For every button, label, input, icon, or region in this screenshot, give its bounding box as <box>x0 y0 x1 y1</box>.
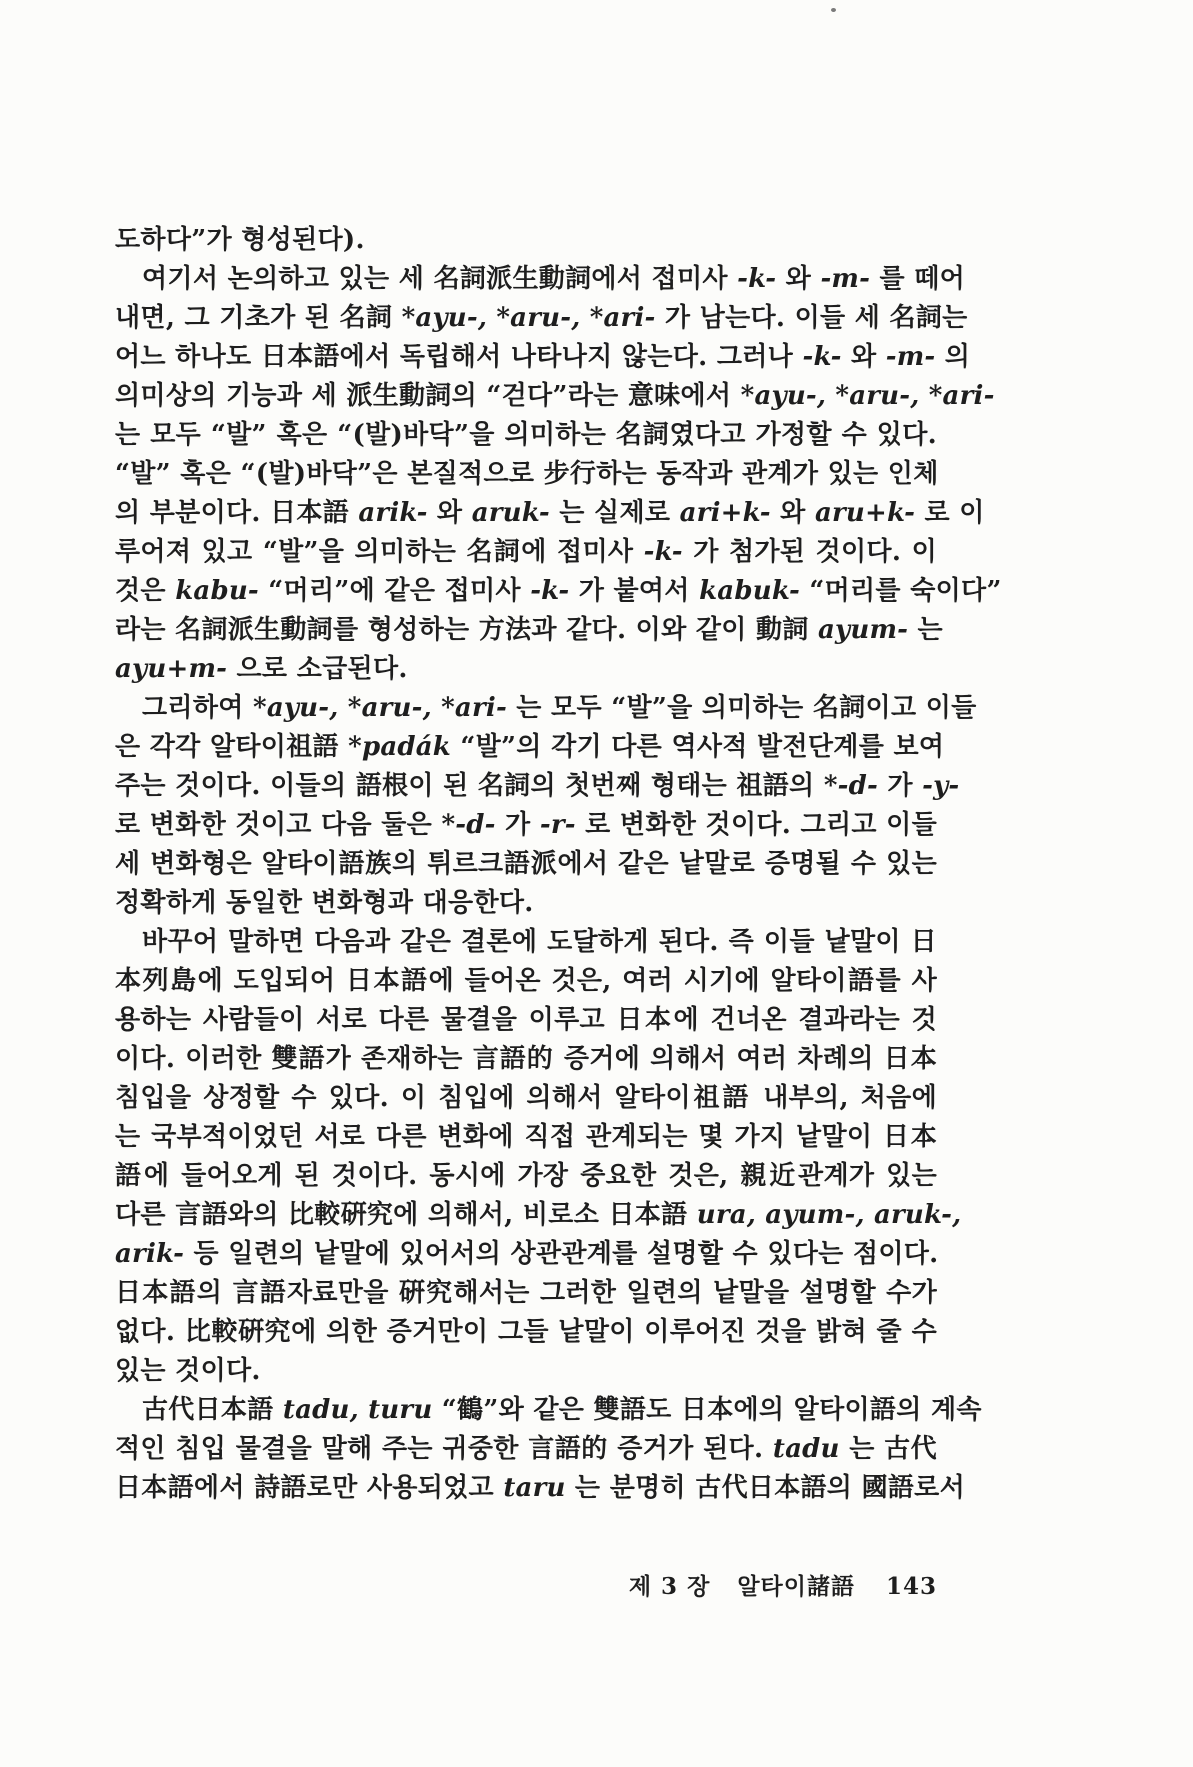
text-run: 정확하게 동일한 변화형과 대응한다. <box>115 888 534 918</box>
latin-term: arik- <box>358 498 428 528</box>
scan-artifact <box>831 8 836 12</box>
text-line <box>115 572 1002 611</box>
latin-term: aru+k- <box>814 498 916 528</box>
latin-term: -k- <box>737 264 777 294</box>
text-run: 그리하여 <box>142 693 254 723</box>
text-run: 가 <box>877 771 923 801</box>
latin-term: kabuk- <box>699 576 800 606</box>
text-line <box>115 221 937 260</box>
text-run: 와 <box>770 498 815 528</box>
text-line <box>115 962 937 1001</box>
text-line <box>115 923 937 962</box>
latin-term: ayu+m- <box>115 654 228 684</box>
text-run: 침입을 상정할 수 있다. 이 침입에 의해서 알타이祖語 내부의, 처음에 <box>115 1083 937 1113</box>
text-line <box>115 533 937 572</box>
text-run: 는 국부적이었던 서로 다른 변화에 직접 관계되는 몇 가지 낱말이 日本 <box>115 1122 937 1152</box>
text-run: 없다. 比較硏究에 의한 증거만이 그들 낱말이 이루어진 것을 밝혀 줄 수 <box>115 1317 937 1347</box>
text-line <box>115 1313 937 1352</box>
text-line <box>115 455 937 494</box>
text-run: 로 변화한 것이다. 그리고 이들 <box>575 810 938 840</box>
text-line <box>115 1001 937 1040</box>
latin-term: *ayu-, *aru-, *ari- <box>401 303 656 333</box>
latin-term: -y- <box>922 771 960 801</box>
text-run: 주는 것이다. 이들의 語根이 된 名詞의 첫번째 형태는 祖語의 <box>115 771 824 801</box>
text-line <box>115 494 985 533</box>
text-block <box>115 221 1002 1508</box>
latin-term: taru <box>503 1473 566 1503</box>
text-run: 로 변화한 것이고 다음 둘은 <box>115 810 442 840</box>
text-run: 와 <box>427 498 472 528</box>
text-line <box>115 1235 937 1274</box>
text-run: 으로 소급된다. <box>227 654 408 684</box>
text-run: 루어져 있고 “발”을 의미하는 名詞에 접미사 <box>115 537 644 567</box>
text-run: 라는 名詞派生動詞를 형성하는 方法과 같다. 이와 같이 動詞 <box>115 615 818 645</box>
text-run: 것은 <box>115 576 176 606</box>
text-run: 語에 들어오게 된 것이다. 동시에 가장 중요한 것은, 親近관계가 있는 <box>115 1161 937 1191</box>
text-run: 는 분명히 古代日本語의 國語로서 <box>565 1473 965 1503</box>
latin-term: *-d- <box>441 810 496 840</box>
text-run: 가 첨가된 것이다. 이 <box>682 537 937 567</box>
text-run: 의미상의 기능과 세 派生動詞의 “걷다”라는 意味에서 <box>115 381 741 411</box>
text-run: 등 일련의 낱말에 있어서의 상관관계를 설명할 수 있다는 점이다. <box>184 1239 939 1269</box>
page-number: 143 <box>885 1573 937 1600</box>
text-line <box>115 884 937 923</box>
text-line <box>115 299 968 338</box>
text-line <box>115 1430 937 1469</box>
text-line <box>115 1196 962 1235</box>
text-run: “머리”에 같은 접미사 <box>258 576 531 606</box>
text-run: 日本語에서 詩語로만 사용되었고 <box>115 1473 504 1503</box>
text-run: 는 실제로 <box>549 498 680 528</box>
text-line <box>115 338 971 377</box>
latin-term: aruk- <box>471 498 550 528</box>
text-run: 바꾸어 말하면 다음과 같은 결론에 도달하게 된다. 즉 이들 낱말이 日 <box>142 927 937 957</box>
text-run: 가 <box>495 810 540 840</box>
text-run: 本列島에 도입되어 日本語에 들어온 것은, 여러 시기에 알타이語를 사 <box>115 966 937 996</box>
text-line <box>115 377 995 416</box>
text-run: “鶴”와 같은 雙語도 日本에의 알타이語의 계속 <box>432 1395 982 1425</box>
text-run: 여기서 논의하고 있는 세 名詞派生動詞에서 접미사 <box>142 264 738 294</box>
text-run: 세 변화형은 알타이語族의 튀르크語派에서 같은 낱말로 증명될 수 있는 <box>115 849 937 879</box>
text-line <box>115 1469 965 1508</box>
text-run: 어느 하나도 日本語에서 독립해서 나타나지 않는다. 그러나 <box>115 342 803 372</box>
latin-term: -r- <box>539 810 576 840</box>
text-run: 와 <box>776 264 821 294</box>
text-line <box>115 1274 937 1313</box>
text-line <box>115 689 977 728</box>
text-line <box>115 728 945 767</box>
text-run: 日本語의 言語자료만을 硏究해서는 그러한 일련의 낱말을 설명할 수가 <box>115 1278 937 1308</box>
text-run: 적인 침입 물결을 말해 주는 귀중한 言語的 증거가 된다. <box>115 1434 773 1464</box>
latin-term: kabu- <box>175 576 259 606</box>
text-line <box>115 845 937 884</box>
text-run: “머리를 숙이다” <box>799 576 1002 606</box>
text-line <box>115 767 960 806</box>
latin-term: -k- <box>643 537 683 567</box>
text-run: 는 모두 “발”을 의미하는 名詞이고 이들 <box>506 693 977 723</box>
text-line <box>115 806 937 845</box>
text-line <box>115 611 943 650</box>
latin-term: *ayu-, *aru-, *ari- <box>740 381 995 411</box>
text-line <box>115 1040 937 1079</box>
text-run: 내면, 그 기초가 된 名詞 <box>115 303 402 333</box>
latin-term: tadu <box>772 1434 840 1464</box>
latin-term: ayum- <box>818 615 909 645</box>
latin-term: -m- <box>820 264 871 294</box>
latin-term: *padák <box>348 732 452 762</box>
latin-term: -k- <box>802 342 842 372</box>
text-run: 古代日本語 <box>142 1395 283 1425</box>
text-run: “발”의 각기 다른 역사적 발전단계를 보여 <box>451 732 945 762</box>
text-run: 는 <box>908 615 943 645</box>
text-line <box>115 1157 937 1196</box>
latin-term: -m- <box>885 342 936 372</box>
text-line <box>115 416 937 455</box>
footer-chapter: 제 3 장 <box>628 1573 711 1600</box>
text-run: 용하는 사람들이 서로 다른 물결을 이루고 日本에 건너온 결과라는 것 <box>115 1005 937 1035</box>
text-run: “발” 혹은 “(발)바닥”은 본질적으로 步行하는 동작과 관계가 있는 인체 <box>115 459 939 489</box>
latin-term: -k- <box>530 576 570 606</box>
latin-term: *ayu-, *aru-, *ari- <box>253 693 507 723</box>
text-line <box>115 260 966 299</box>
text-run: 이다. 이러한 雙語가 존재하는 言語的 증거에 의해서 여러 차례의 日本 <box>115 1044 937 1074</box>
text-run: 는 古代 <box>839 1434 937 1464</box>
text-run: 의 <box>935 342 971 372</box>
text-line <box>115 650 937 689</box>
text-run: 도하다”가 형성된다). <box>115 225 365 255</box>
text-run: 은 각각 알타이祖語 <box>115 732 349 762</box>
text-run: 가 붙여서 <box>569 576 700 606</box>
latin-term: arik- <box>115 1239 185 1269</box>
text-run: 로 이 <box>915 498 985 528</box>
text-run: 를 떼어 <box>870 264 966 294</box>
latin-term: tadu, turu <box>282 1395 433 1425</box>
text-run: 는 모두 “발” 혹은 “(발)바닥”을 의미하는 名詞였다고 가정할 수 있다. <box>115 420 937 450</box>
text-line <box>115 1352 937 1391</box>
text-run: 가 남는다. 이들 세 名詞는 <box>655 303 968 333</box>
text-line <box>115 1391 982 1430</box>
latin-term: ura, ayum-, aruk-, <box>696 1200 962 1230</box>
latin-term: *-d- <box>823 771 878 801</box>
latin-term: ari+k- <box>679 498 771 528</box>
text-run: 있는 것이다. <box>115 1356 261 1386</box>
text-line <box>115 1118 937 1157</box>
text-run: 다른 言語와의 比較硏究에 의해서, 비로소 日本語 <box>115 1200 697 1230</box>
text-run: 의 부분이다. 日本語 <box>115 498 359 528</box>
text-line <box>115 1079 937 1118</box>
page-footer <box>629 1568 937 1601</box>
text-run: 와 <box>841 342 886 372</box>
footer-section: 알타이諸語 <box>737 1573 855 1600</box>
